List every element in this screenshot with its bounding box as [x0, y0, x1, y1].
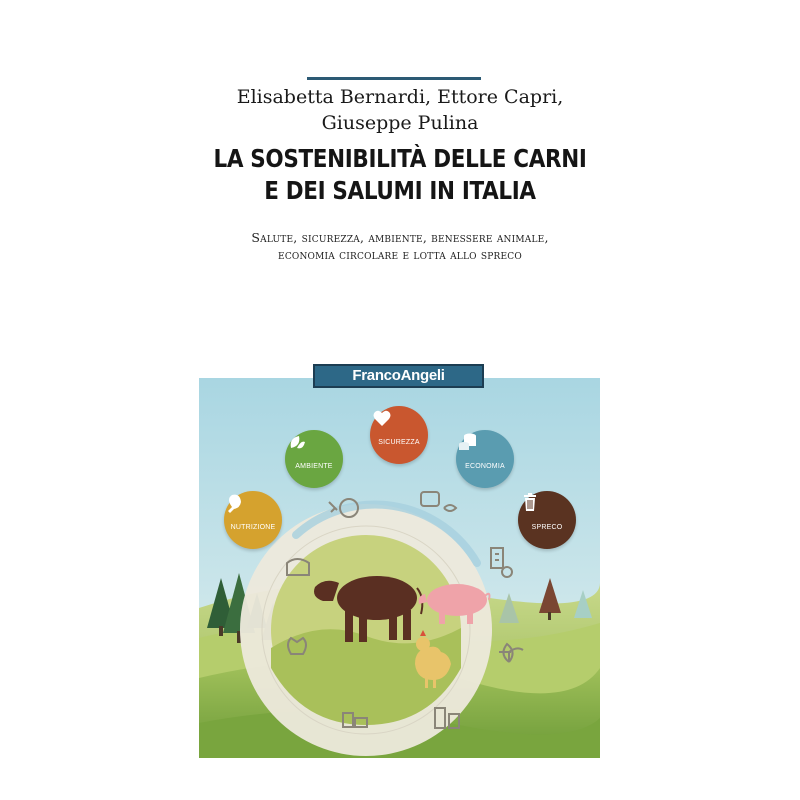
chicken-leg-icon: [224, 499, 282, 523]
publisher-logo: FrancoAngeli: [313, 364, 484, 388]
badge-ambiente: [285, 430, 343, 488]
authors-line-2: Giuseppe Pulina: [321, 112, 479, 134]
badge-sicurezza: [370, 406, 428, 464]
badge-economia: [456, 430, 514, 488]
coins-icon: [456, 438, 514, 462]
authors-line-1: Elisabetta Bernardi, Ettore Capri,: [236, 86, 564, 108]
badge-label-ambiente: AMBIENTE: [295, 463, 333, 470]
badge-nutrizione: [224, 491, 282, 549]
trash-bin-icon: [518, 499, 576, 523]
book-subtitle: [180, 229, 620, 263]
title-line-1: LA SOSTENIBILITÀ DELLE CARNI: [213, 144, 587, 173]
badge-label-nutrizione: NUTRIZIONE: [230, 524, 276, 531]
authors: [180, 84, 620, 136]
badge-label-sicurezza: SICUREZZA: [378, 439, 420, 446]
subtitle-line-1: Salute, sicurezza, ambiente, benessere animale,: [251, 230, 549, 245]
leaves-icon: [285, 438, 343, 462]
title-line-2: E DEI SALUMI IN ITALIA: [264, 176, 536, 205]
heart-icon: [370, 414, 428, 438]
cover-illustration: [199, 378, 600, 758]
book-title: [185, 143, 615, 207]
badge-label-spreco: SPRECO: [531, 524, 563, 531]
top-rule: [307, 77, 481, 80]
badge-label-economia: ECONOMIA: [465, 463, 505, 470]
badge-spreco: [518, 491, 576, 549]
subtitle-line-2: economia circolare e lotta allo spreco: [278, 247, 522, 262]
